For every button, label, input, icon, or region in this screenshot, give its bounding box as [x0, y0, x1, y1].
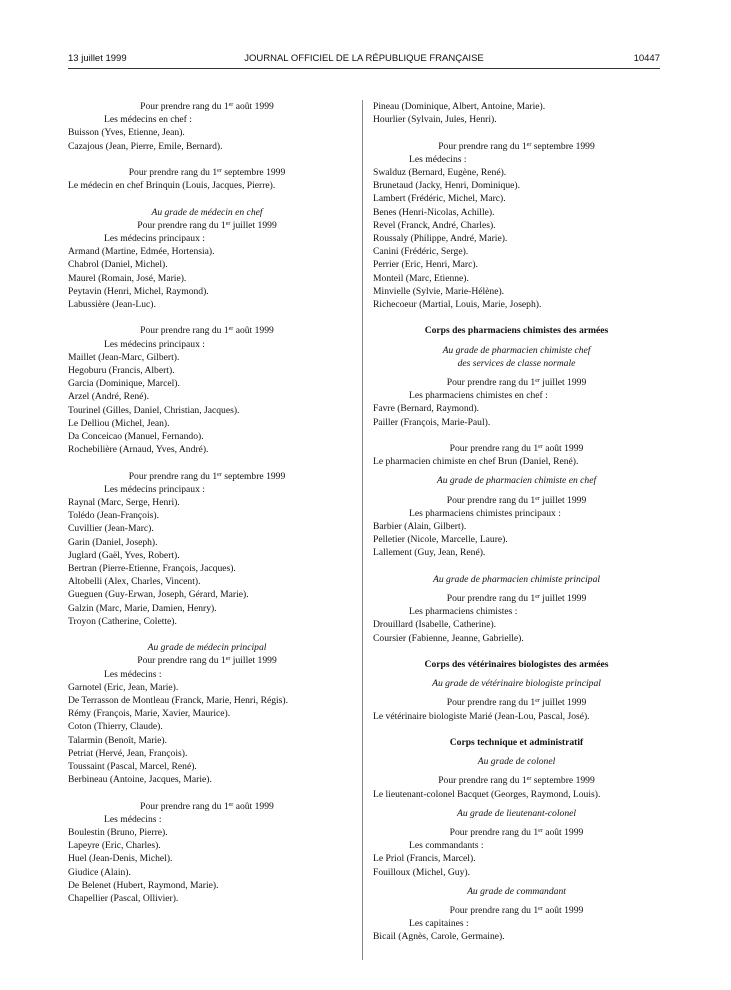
- rank-date-month: septembre 1999: [221, 167, 286, 178]
- ordinal-suffix: er: [217, 168, 222, 174]
- name-entry: Giudice (Alain).: [68, 866, 131, 878]
- rank-date-line: [373, 774, 660, 787]
- corps-heading: Corps des pharmaciens chimistes des armées: [424, 325, 609, 337]
- rank-date-month: juillet 1999: [539, 377, 587, 389]
- rank-date-month: août 1999: [542, 443, 584, 455]
- rank-date-month: juillet 1999: [230, 655, 277, 667]
- rank-date-text: Pour prendre rang du 1: [449, 827, 539, 839]
- rank-date-text: Pour prendre rang du 1: [137, 219, 226, 231]
- ordinal-suffix: er: [535, 378, 540, 385]
- name-entry: Raynal (Marc, Serge, Henri).: [68, 497, 180, 509]
- rank-date-line: [68, 100, 346, 113]
- name-entry: Bertran (Pierre-Etienne, François, Jacques).: [68, 563, 236, 575]
- name-entry: Berbineau (Antoine, Jacques, Marie).: [68, 774, 212, 786]
- spacer: [68, 628, 346, 641]
- corps-heading: Corps technique et administratif: [449, 737, 584, 749]
- ordinal-suffix: er: [526, 776, 532, 783]
- group-label: Les pharmaciens chimistes en chef :: [409, 390, 548, 402]
- group-label: Les pharmaciens chimistes principaux :: [409, 507, 561, 519]
- name-entry: Talarmin (Benoît, Marie).: [68, 734, 167, 746]
- group-label: Les médecins principaux :: [104, 233, 205, 244]
- rank-date-text: Pour prendre rang du 1: [140, 101, 229, 112]
- name-entry: Juglard (Gaël, Yves, Robert).: [68, 549, 180, 561]
- rank-date-text: Pour prendre rang du 1: [140, 325, 229, 337]
- name-entry: Pailler (François, Marie-Paul).: [373, 416, 491, 428]
- ordinal-suffix: er: [535, 698, 540, 705]
- rank-date-text: Pour prendre rang du 1: [137, 655, 226, 667]
- rank-date-month: juillet 1999: [539, 593, 587, 605]
- group-label: Les commandants :: [409, 840, 484, 852]
- rank-date-line: [373, 904, 660, 917]
- spacer: [68, 786, 346, 799]
- name-entry: Coursier (Fabienne, Jeanne, Gabrielle).: [373, 632, 524, 644]
- rank-date-month: juillet 1999: [539, 697, 587, 709]
- spacer: [373, 429, 660, 442]
- name-entry: Buisson (Yves, Etienne, Jean).: [68, 127, 185, 139]
- group-label: Les médecins :: [104, 813, 162, 825]
- name-entry: Le lieutenant-colonel Bacquet (Georges, Raymond, Louis).: [373, 788, 601, 800]
- ordinal-suffix: er: [228, 102, 234, 108]
- spacer: [373, 311, 660, 324]
- name-entry: Le pharmacien chimiste en chef Brun (Daniel, René).: [373, 456, 579, 468]
- name-entry: Maillet (Jean-Marc, Gilbert).: [68, 351, 180, 363]
- ordinal-suffix: er: [538, 828, 543, 835]
- name-entry: Gueguen (Guy-Erwan, Joseph, Gérard, Marie).: [68, 589, 249, 601]
- ordinal-suffix: er: [228, 326, 234, 333]
- rank-date-text: Pour prendre rang du 1: [128, 470, 218, 482]
- rank-date-text: Pour prendre rang du 1: [438, 775, 527, 787]
- rank-date-text: Pour prendre rang du 1: [449, 905, 539, 917]
- ordinal-suffix: er: [538, 444, 543, 451]
- spacer: [68, 153, 346, 166]
- corps-heading: Corps des vétérinaires biologistes des armées: [424, 659, 609, 671]
- rank-date-month: septembre 1999: [221, 470, 286, 482]
- name-entry: Cazajous (Jean, Pierre, Emile, Bernard).: [68, 140, 223, 152]
- rank-date-line: [373, 140, 660, 153]
- group-label: Les capitaines :: [409, 918, 469, 930]
- ordinal-suffix: er: [526, 141, 532, 148]
- name-entry: Rochebilière (Arnaud, Yves, André).: [68, 444, 209, 456]
- name-entry: Coton (Thierry, Claude).: [68, 721, 163, 733]
- name-entry: Hourlier (Sylvain, Jules, Henri).: [373, 114, 497, 126]
- name-entry: Hegoburu (Francis, Albert).: [68, 365, 175, 377]
- name-entry: Petriat (Hervé, Jean, François).: [68, 747, 188, 759]
- name-entry: Lapeyre (Eric, Charles).: [68, 840, 161, 852]
- grade-heading: Au grade de lieutenant-colonel: [456, 807, 577, 819]
- grade-heading: Au grade de pharmacien chimiste principal: [432, 573, 601, 585]
- name-entry: Le Delliou (Michel, Jean).: [68, 417, 170, 429]
- name-entry: Perrier (Eric, Henri, Marc).: [373, 259, 478, 271]
- name-entry: Barbier (Alain, Gilbert).: [373, 521, 467, 533]
- rank-date-month: septembre 1999: [531, 775, 595, 787]
- name-entry: Toussaint (Pascal, Marcel, René).: [68, 761, 197, 773]
- group-label: Les médecins :: [409, 153, 467, 165]
- header-rule: [68, 68, 660, 69]
- group-label: Les médecins :: [104, 668, 162, 680]
- name-entry: Lambert (Frédéric, Michel, Marc).: [373, 193, 506, 205]
- rank-date-line: [68, 654, 346, 667]
- name-entry: Chapellier (Pascal, Ollivier).: [68, 893, 179, 905]
- group-label: Les médecins en chef :: [104, 114, 192, 126]
- rank-date-line: [68, 166, 346, 179]
- ordinal-suffix: er: [217, 471, 222, 478]
- rank-date-text: Pour prendre rang du 1: [446, 377, 536, 389]
- name-entry: Favre (Bernard, Raymond).: [373, 403, 480, 415]
- name-entry: De Terrasson de Montleau (Franck, Marie, Henri, Régis).: [68, 695, 289, 707]
- left-column: [68, 100, 346, 905]
- name-entry: Canini (Frédéric, Serge).: [373, 246, 469, 258]
- header-page-number: 10447: [633, 53, 660, 64]
- name-entry: Rémy (François, Marie, Xavier, Maurice).: [68, 708, 231, 720]
- name-entry: Revel (Franck, André, Charles).: [373, 219, 496, 231]
- rank-date-text: Pour prendre rang du 1: [446, 697, 536, 709]
- rank-date-month: août 1999: [542, 827, 584, 839]
- column-separator: [362, 100, 363, 960]
- grade-heading: Au grade de pharmacien chimiste chef: [442, 344, 591, 356]
- ordinal-suffix: er: [225, 220, 231, 227]
- name-entry: Drouillard (Isabelle, Catherine).: [373, 619, 497, 631]
- header-title: JOURNAL OFFICIEL DE LA RÉPUBLIQUE FRANÇAISE: [244, 53, 484, 64]
- name-entry: Le Priol (Francis, Marcel).: [373, 853, 476, 865]
- name-entry: Altobelli (Alex, Charles, Vincent).: [68, 576, 201, 588]
- name-entry: Richecoeur (Martial, Louis, Marie, Joseph).: [373, 299, 542, 311]
- rank-date-month: août 1999: [542, 905, 584, 917]
- rank-date-line: [373, 826, 660, 839]
- name-entry: Tourinel (Gilles, Daniel, Christian, Jacques).: [68, 404, 240, 416]
- name-entry: Brunetaud (Jacky, Henri, Dominique).: [373, 180, 520, 192]
- name-entry: Garcia (Dominique, Marcel).: [68, 378, 180, 390]
- name-entry: Arzel (André, René).: [68, 391, 149, 403]
- rank-date-line: [373, 696, 660, 709]
- grade-heading: Au grade de colonel: [477, 756, 556, 768]
- name-entry: Armand (Martine, Edmée, Hortensia).: [68, 246, 215, 258]
- grade-heading: Au grade de médecin en chef: [151, 206, 263, 218]
- spacer: [373, 723, 660, 736]
- rank-date-text: Pour prendre rang du 1: [140, 800, 229, 812]
- name-entry: Labussière (Jean-Luc).: [68, 299, 156, 311]
- ordinal-suffix: er: [228, 801, 234, 808]
- name-entry: Le médecin en chef Brinquin (Louis, Jacques, Pierre).: [68, 180, 276, 192]
- rank-date-text: Pour prendre rang du 1: [449, 443, 539, 455]
- spacer: [68, 456, 346, 469]
- ordinal-suffix: er: [535, 594, 540, 601]
- rank-date-line: [373, 442, 660, 455]
- name-entry: Troyon (Catherine, Colette).: [68, 615, 177, 627]
- name-entry: Galzin (Marc, Marie, Damien, Henry).: [68, 602, 217, 614]
- grade-heading: des services de classe normale: [457, 357, 576, 369]
- name-entry: Lallement (Guy, Jean, René).: [373, 547, 486, 559]
- name-entry: Bicail (Agnès, Carole, Germaine).: [373, 931, 505, 943]
- group-label: Les médecins principaux :: [104, 483, 205, 495]
- spacer: [373, 645, 660, 658]
- rank-date-month: septembre 1999: [531, 140, 595, 152]
- rank-date-month: juillet 1999: [230, 219, 277, 231]
- rank-date-line: [68, 324, 346, 337]
- rank-date-line: [68, 470, 346, 483]
- spacer: [68, 311, 346, 324]
- group-label: Les pharmaciens chimistes :: [409, 606, 518, 618]
- rank-date-line: [373, 494, 660, 507]
- name-entry: Minvielle (Sylvie, Marie-Hélène).: [373, 285, 505, 297]
- ordinal-suffix: er: [225, 656, 231, 663]
- name-entry: Pelletier (Nicole, Marcelle, Laure).: [373, 534, 508, 546]
- name-entry: Huel (Jean-Denis, Michel).: [68, 853, 173, 865]
- name-entry: Pineau (Dominique, Albert, Antoine, Marie).: [373, 101, 546, 112]
- group-label: Les médecins principaux :: [104, 338, 205, 350]
- name-entry: Garin (Daniel, Joseph).: [68, 536, 158, 548]
- name-entry: Da Conceicao (Manuel, Fernando).: [68, 431, 204, 443]
- rank-date-month: août 1999: [233, 325, 274, 337]
- name-entry: Roussaly (Philippe, André, Marie).: [373, 233, 508, 245]
- name-entry: Garnotel (Eric, Jean, Marie).: [68, 681, 179, 693]
- rank-date-line: [68, 800, 346, 813]
- rank-date-line: [373, 376, 660, 389]
- rank-date-text: Pour prendre rang du 1: [438, 140, 527, 152]
- spacer: [373, 560, 660, 573]
- grade-heading: Au grade de médecin principal: [147, 642, 267, 654]
- rank-date-text: Pour prendre rang du 1: [446, 593, 536, 605]
- rank-date-month: août 1999: [233, 101, 274, 112]
- name-entry: Fouilloux (Michel, Guy).: [373, 866, 470, 878]
- grade-heading: Au grade de vétérinaire biologiste principal: [432, 678, 601, 690]
- spacer: [68, 192, 346, 205]
- name-entry: Benes (Henri-Nicolas, Achille).: [373, 206, 495, 218]
- rank-date-month: juillet 1999: [539, 494, 587, 506]
- name-entry: Le vétérinaire biologiste Marié (Jean-Lou, Pascal, José).: [373, 710, 590, 722]
- name-entry: Monteil (Marc, Etienne).: [373, 272, 469, 284]
- name-entry: Peytavin (Henri, Michel, Raymond).: [68, 285, 209, 297]
- header-date: 13 juillet 1999: [68, 53, 127, 64]
- right-column: [373, 100, 660, 944]
- name-entry: Tolédo (Jean-François).: [68, 510, 159, 522]
- name-entry: Cuvillier (Jean-Marc).: [68, 523, 154, 535]
- rank-date-text: Pour prendre rang du 1: [128, 167, 218, 178]
- page-header: [68, 53, 660, 67]
- name-entry: Chabrol (Daniel, Michel).: [68, 259, 168, 271]
- rank-date-line: [68, 219, 346, 232]
- ordinal-suffix: er: [538, 906, 543, 913]
- name-entry: Swalduz (Bernard, Eugène, René).: [373, 167, 507, 178]
- ordinal-suffix: er: [535, 495, 540, 502]
- rank-date-month: août 1999: [233, 800, 274, 812]
- rank-date-line: [373, 592, 660, 605]
- name-entry: Boulestin (Bruno, Pierre).: [68, 827, 168, 839]
- name-entry: De Belenet (Hubert, Raymond, Marie).: [68, 879, 219, 891]
- grade-heading: Au grade de commandant: [467, 885, 566, 897]
- grade-heading: Au grade de pharmacien chimiste en chef: [436, 475, 597, 487]
- spacer: [373, 126, 660, 139]
- name-entry: Maurel (Romain, José, Marie).: [68, 272, 187, 284]
- rank-date-text: Pour prendre rang du 1: [446, 494, 536, 506]
